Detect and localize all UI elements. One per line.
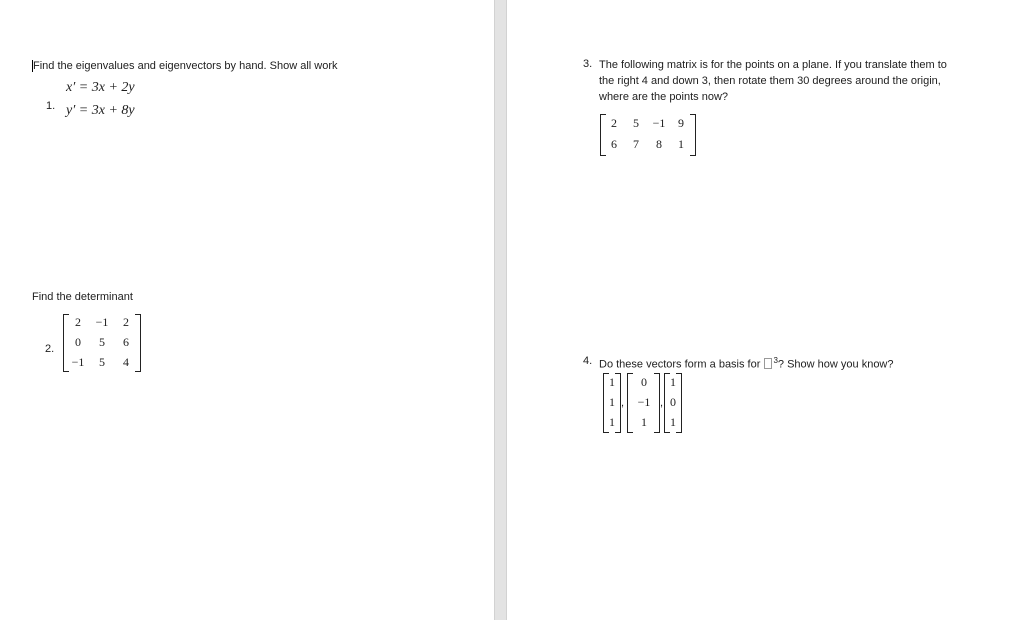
q3-number: 3. bbox=[583, 58, 593, 70]
q4-text-before: Do these vectors form a basis for bbox=[599, 358, 761, 371]
q4-vector-2 bbox=[627, 373, 660, 433]
vector-cell: −1 bbox=[637, 395, 651, 409]
q4-vector-3 bbox=[664, 373, 682, 433]
matrix-cell: 7 bbox=[633, 137, 639, 151]
right-page bbox=[507, 0, 1024, 620]
matrix-cell: 9 bbox=[678, 116, 684, 130]
matrix-cell: 2 bbox=[611, 116, 617, 130]
matrix-cell: −1 bbox=[71, 355, 85, 369]
matrix-cell: −1 bbox=[95, 315, 109, 329]
vector-separator: , bbox=[621, 397, 625, 409]
matrix-cell: 0 bbox=[75, 335, 81, 349]
q4-number: 4. bbox=[583, 355, 593, 367]
q1-equation-1: x′ = 3x + 2y bbox=[66, 80, 135, 95]
q1-number: 1. bbox=[46, 100, 56, 112]
matrix-cell: 5 bbox=[99, 335, 105, 349]
vector-separator: , bbox=[660, 397, 664, 409]
q3-text-line-3: where are the points now? bbox=[599, 91, 729, 103]
missing-glyph-icon bbox=[764, 358, 772, 369]
left-page bbox=[0, 0, 494, 620]
q3-text-line-1: The following matrix is for the points on a plane. If you translate them to bbox=[599, 59, 947, 71]
vector-cell: 1 bbox=[609, 415, 615, 429]
q2-number: 2. bbox=[45, 343, 55, 355]
matrix-cell: 5 bbox=[633, 116, 639, 130]
q3-matrix bbox=[600, 114, 696, 156]
vector-cell: 1 bbox=[609, 395, 615, 409]
q4-text-after: ? Show how you know? bbox=[777, 358, 894, 371]
q1-instruction: Find the eigenvalues and eigenvectors by hand. Show all work bbox=[33, 60, 338, 72]
q4-text bbox=[599, 354, 894, 372]
q1-equation-2: y′ = 3x + 8y bbox=[66, 103, 135, 118]
matrix-cell: 2 bbox=[75, 315, 81, 329]
vector-cell: 0 bbox=[670, 395, 676, 409]
q3-text-line-2: the right 4 and down 3, then rotate them 30 degrees around the origin, bbox=[599, 75, 941, 87]
q2-instruction: Find the determinant bbox=[32, 291, 133, 303]
vector-cell: 1 bbox=[609, 375, 615, 389]
matrix-cell: 6 bbox=[611, 137, 617, 151]
vector-cell: 1 bbox=[641, 415, 647, 429]
vector-cell: 1 bbox=[670, 375, 676, 389]
vector-cell: 1 bbox=[670, 415, 676, 429]
matrix-cell: 8 bbox=[656, 137, 662, 151]
q4-vector-1 bbox=[603, 373, 621, 433]
matrix-cell: 2 bbox=[123, 315, 129, 329]
vector-cell: 0 bbox=[641, 375, 647, 389]
matrix-cell: 4 bbox=[123, 355, 129, 369]
matrix-cell: −1 bbox=[652, 116, 666, 130]
matrix-cell: 5 bbox=[99, 355, 105, 369]
matrix-cell: 6 bbox=[123, 335, 129, 349]
q2-matrix bbox=[63, 314, 141, 372]
q4-superscript: 3 bbox=[773, 356, 778, 365]
matrix-cell: 1 bbox=[678, 137, 684, 151]
page-gutter bbox=[494, 0, 507, 620]
left-bracket bbox=[627, 373, 633, 433]
